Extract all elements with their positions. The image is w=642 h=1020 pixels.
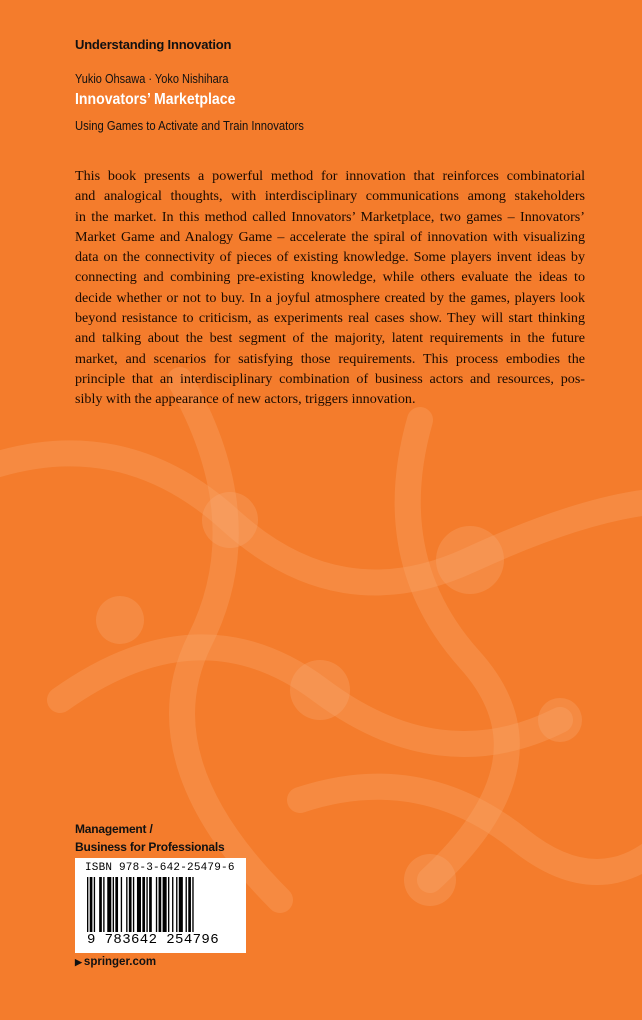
website-label: springer.com bbox=[83, 956, 157, 968]
description-line: principle that an interdisciplinary combination of business actors and resources, pos- bbox=[75, 370, 585, 387]
category-line: Management / bbox=[75, 822, 153, 836]
description-line: Market Game and Analogy Game – accelerate the spiral of innovation with visualizing bbox=[75, 228, 585, 245]
barcode-digits: 9 783642 254796 bbox=[87, 932, 220, 948]
description-line: This book presents a powerful method for innovation that reinforces combinatorial bbox=[75, 168, 585, 184]
isbn-label: ISBN 978-3-642-25479-6 bbox=[85, 862, 235, 874]
category-line: Business for Professionals bbox=[75, 840, 225, 854]
description-line: market, and scenarios for satisfying those requirements. This process embodies the bbox=[75, 350, 585, 367]
subject-category bbox=[75, 820, 225, 856]
description-line: decide whether or not to buy. In a joyful atmosphere created by the games, players look bbox=[75, 289, 585, 306]
description-line: sibly with the appearance of new actors, triggers innovation. bbox=[75, 391, 416, 408]
book-subtitle: Using Games to Activate and Train Innovators bbox=[75, 119, 304, 133]
isbn-barcode bbox=[75, 858, 246, 953]
description-line: data on the connectivity of pieces of existing knowledge. Some players invent ideas by bbox=[75, 249, 585, 266]
description-line: and analogical thoughts, with interdisciplinary communications among stakeholders bbox=[75, 188, 585, 205]
book-description bbox=[75, 166, 585, 410]
arrow-right-icon: ▶ bbox=[75, 957, 82, 967]
description-line: in the market. In this method called Innovators’ Marketplace, two games – Innovators’ bbox=[75, 208, 585, 225]
book-title: Innovators’ Marketplace bbox=[75, 91, 236, 108]
description-line: beyond resistance to criticism, as experiments real cases show. They will start thinking bbox=[75, 310, 585, 327]
book-authors: Yukio Ohsawa · Yoko Nishihara bbox=[75, 72, 229, 86]
publisher-website[interactable] bbox=[75, 956, 156, 968]
series-name: Understanding Innovation bbox=[75, 37, 232, 52]
description-line: connecting and combining pre-existing knowledge, while others evaluate the ideas to bbox=[75, 269, 585, 286]
description-line: and talking about the best segment of the majority, latent requirements in the future bbox=[75, 330, 585, 347]
barcode-icon bbox=[85, 877, 236, 939]
